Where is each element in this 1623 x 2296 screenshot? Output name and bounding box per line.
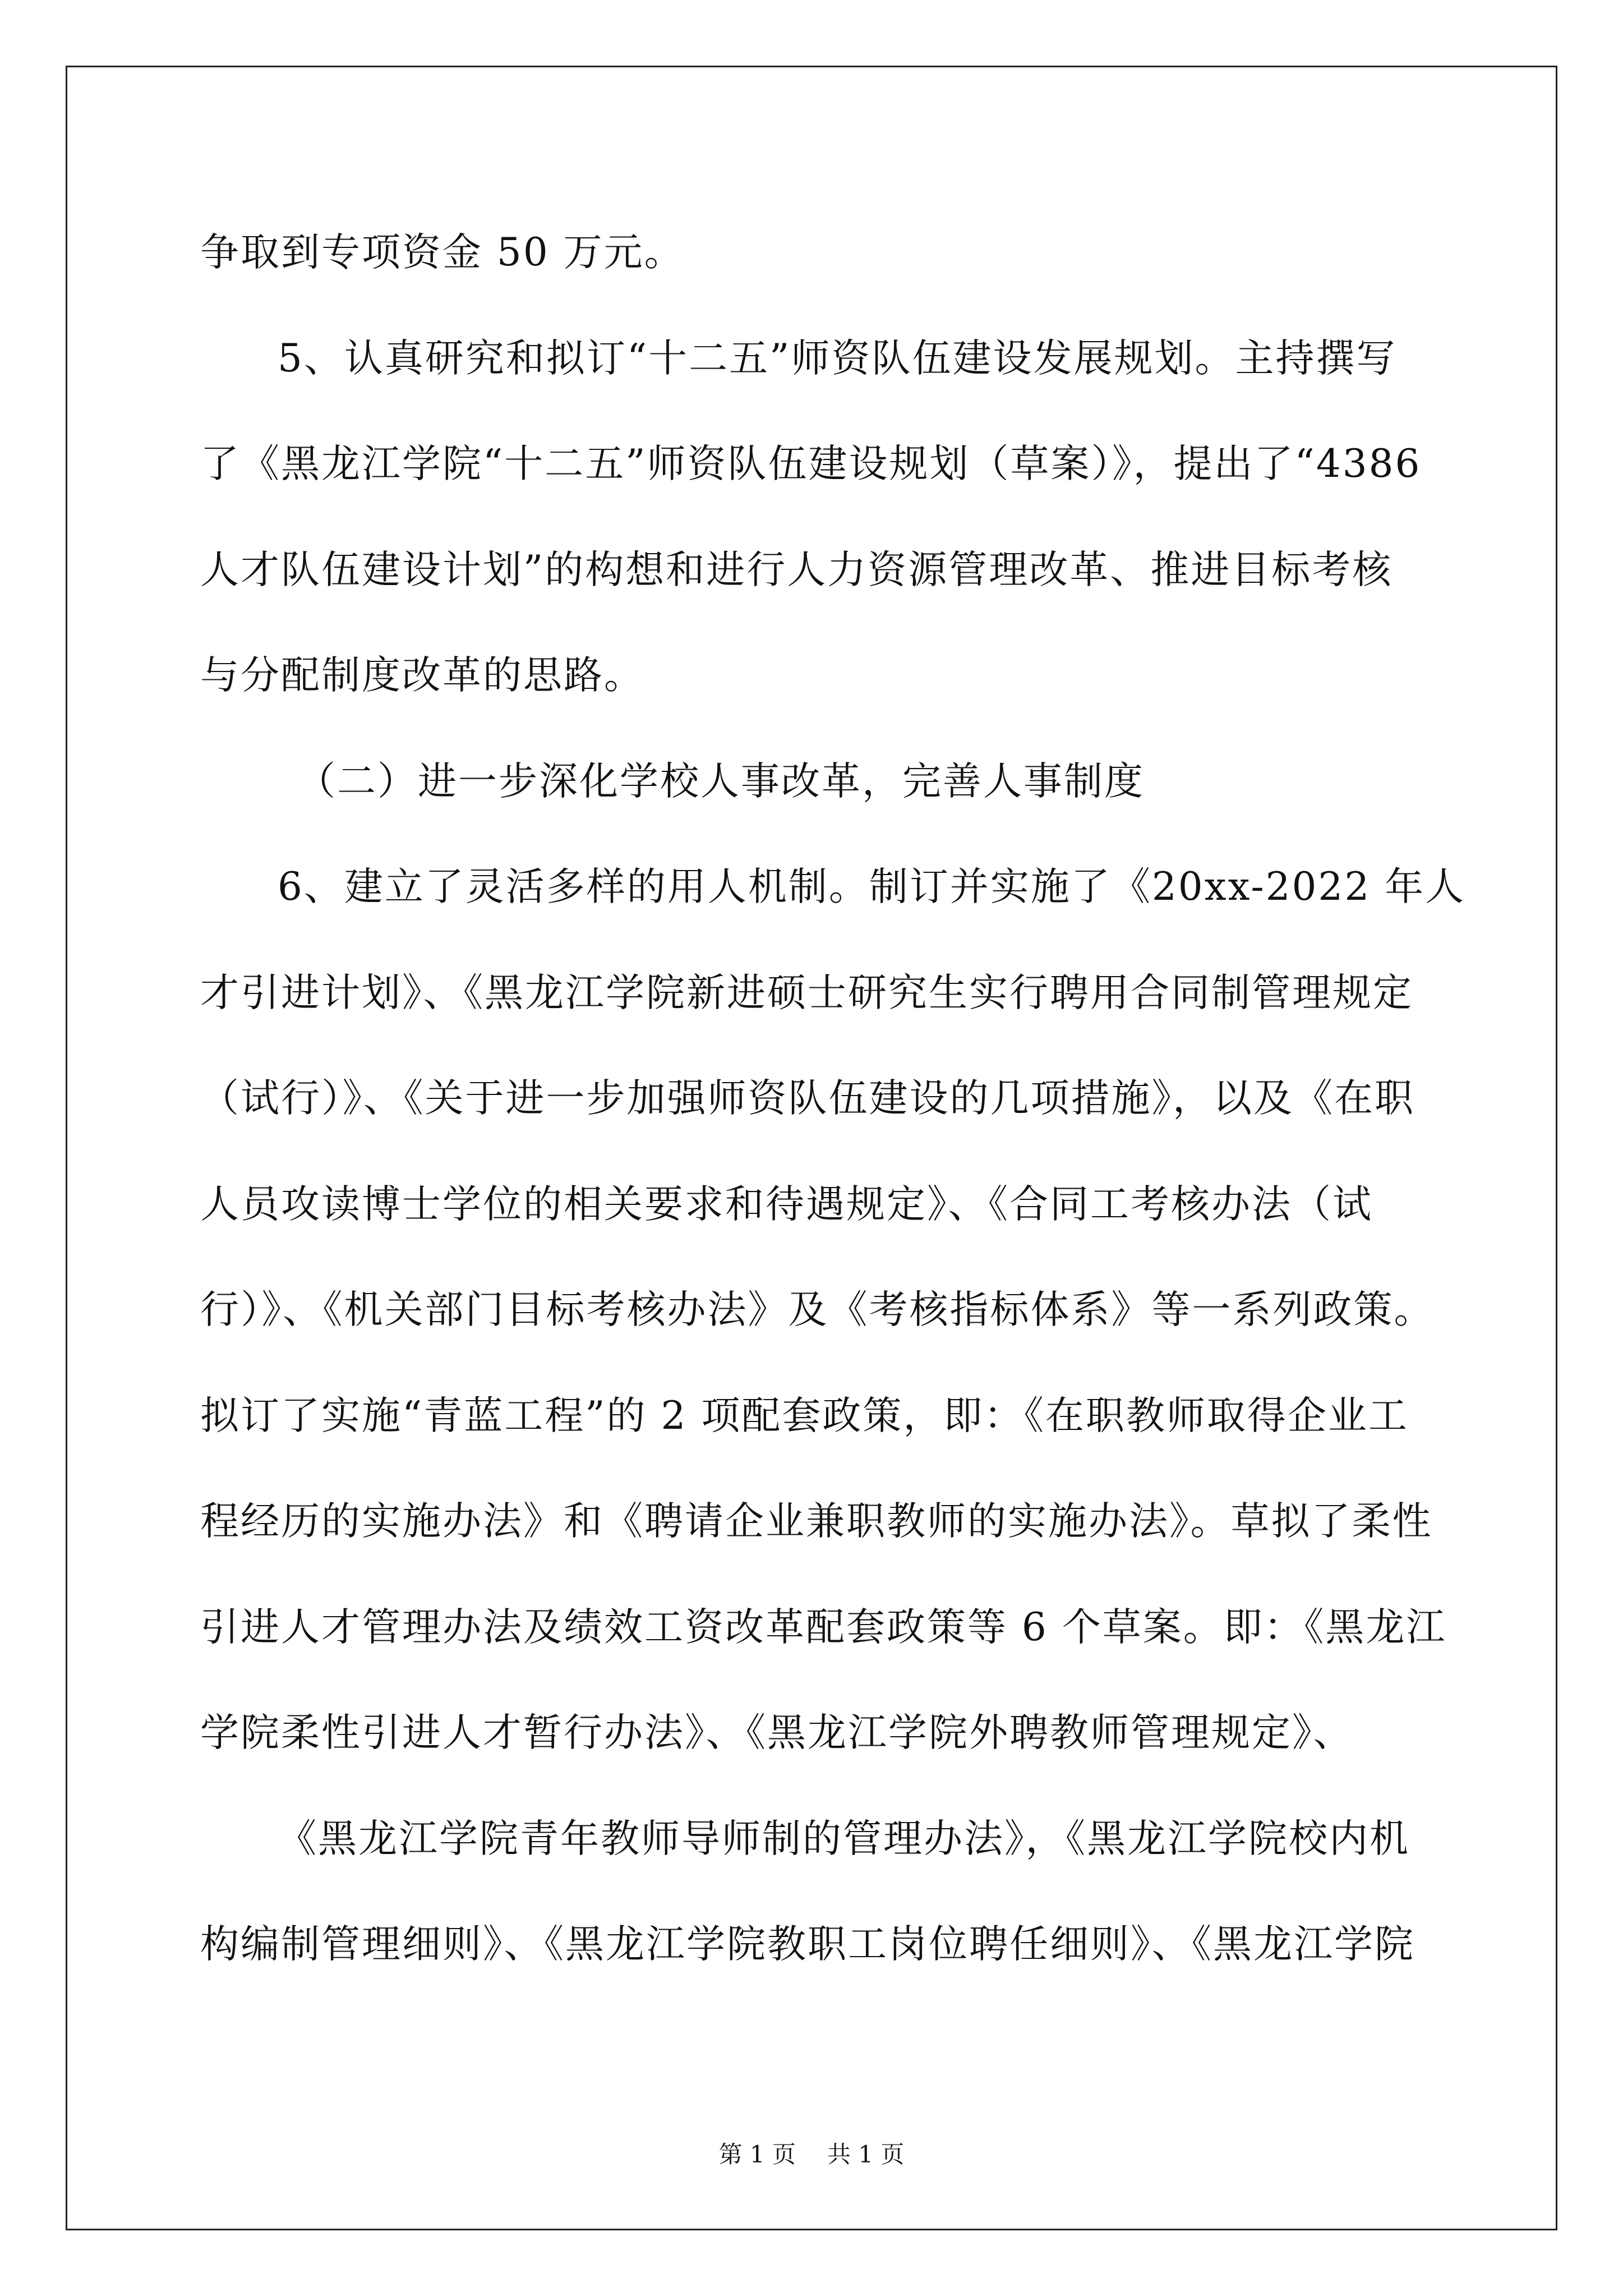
page-footer — [0, 2136, 1623, 2170]
text-line: 人才队伍建设计划”的构想和进行人力资源管理改革、推进目标考核 — [200, 547, 1393, 592]
section-heading: （二）进一步深化学校人事改革，完善人事制度 — [297, 758, 1145, 804]
text-line: 《黑龙江学院青年教师导师制的管理办法》，《黑龙江学院校内机 — [278, 1816, 1410, 1861]
text-line: 行）》、《机关部门目标考核办法》及《考核指标体系》等一系列政策。 — [200, 1287, 1435, 1332]
page-number: 第 1 页 — [718, 2141, 796, 2168]
text-line: 争取到专项资金 50 万元。 — [200, 230, 685, 275]
text-line: 学院柔性引进人才暂行办法》、《黑龙江学院外聘教师管理规定》、 — [200, 1710, 1354, 1755]
text-line: 才引进计划》、《黑龙江学院新进硕士研究生实行聘用合同制管理规定 — [200, 970, 1413, 1015]
text-line: 引进人才管理办法及绩效工资改革配套政策等 6 个草案。即：《黑龙江 — [200, 1604, 1447, 1650]
text-line: 与分配制度改革的思路。 — [200, 653, 644, 698]
text-line: （试行）》、《关于进一步加强师资队伍建设的几项措施》，以及《在职 — [200, 1076, 1415, 1121]
text-line: 程经历的实施办法》和《聘请企业兼职教师的实施办法》。草拟了柔性 — [200, 1499, 1433, 1544]
text-line: 5、认真研究和拟订“十二五”师资队伍建设发展规划。主持撰写 — [278, 335, 1397, 381]
text-line: 人员攻读博士学位的相关要求和待遇规定》、《合同工考核办法（试 — [200, 1181, 1373, 1227]
text-line: 了《黑龙江学院“十二五”师资队伍建设规划（草案）》，提出了“4386 — [200, 441, 1422, 486]
text-line: 构编制管理细则》、《黑龙江学院教职工岗位聘任细则》、《黑龙江学院 — [200, 1922, 1415, 1967]
text-line: 拟订了实施“青蓝工程”的 2 项配套政策，即：《在职教师取得企业工 — [200, 1393, 1409, 1438]
page-total: 共 1 页 — [827, 2141, 905, 2168]
text-line: 6、建立了灵活多样的用人机制。制订并实施了《20xx-2022 年人 — [278, 864, 1466, 909]
document-body — [200, 200, 1466, 1998]
